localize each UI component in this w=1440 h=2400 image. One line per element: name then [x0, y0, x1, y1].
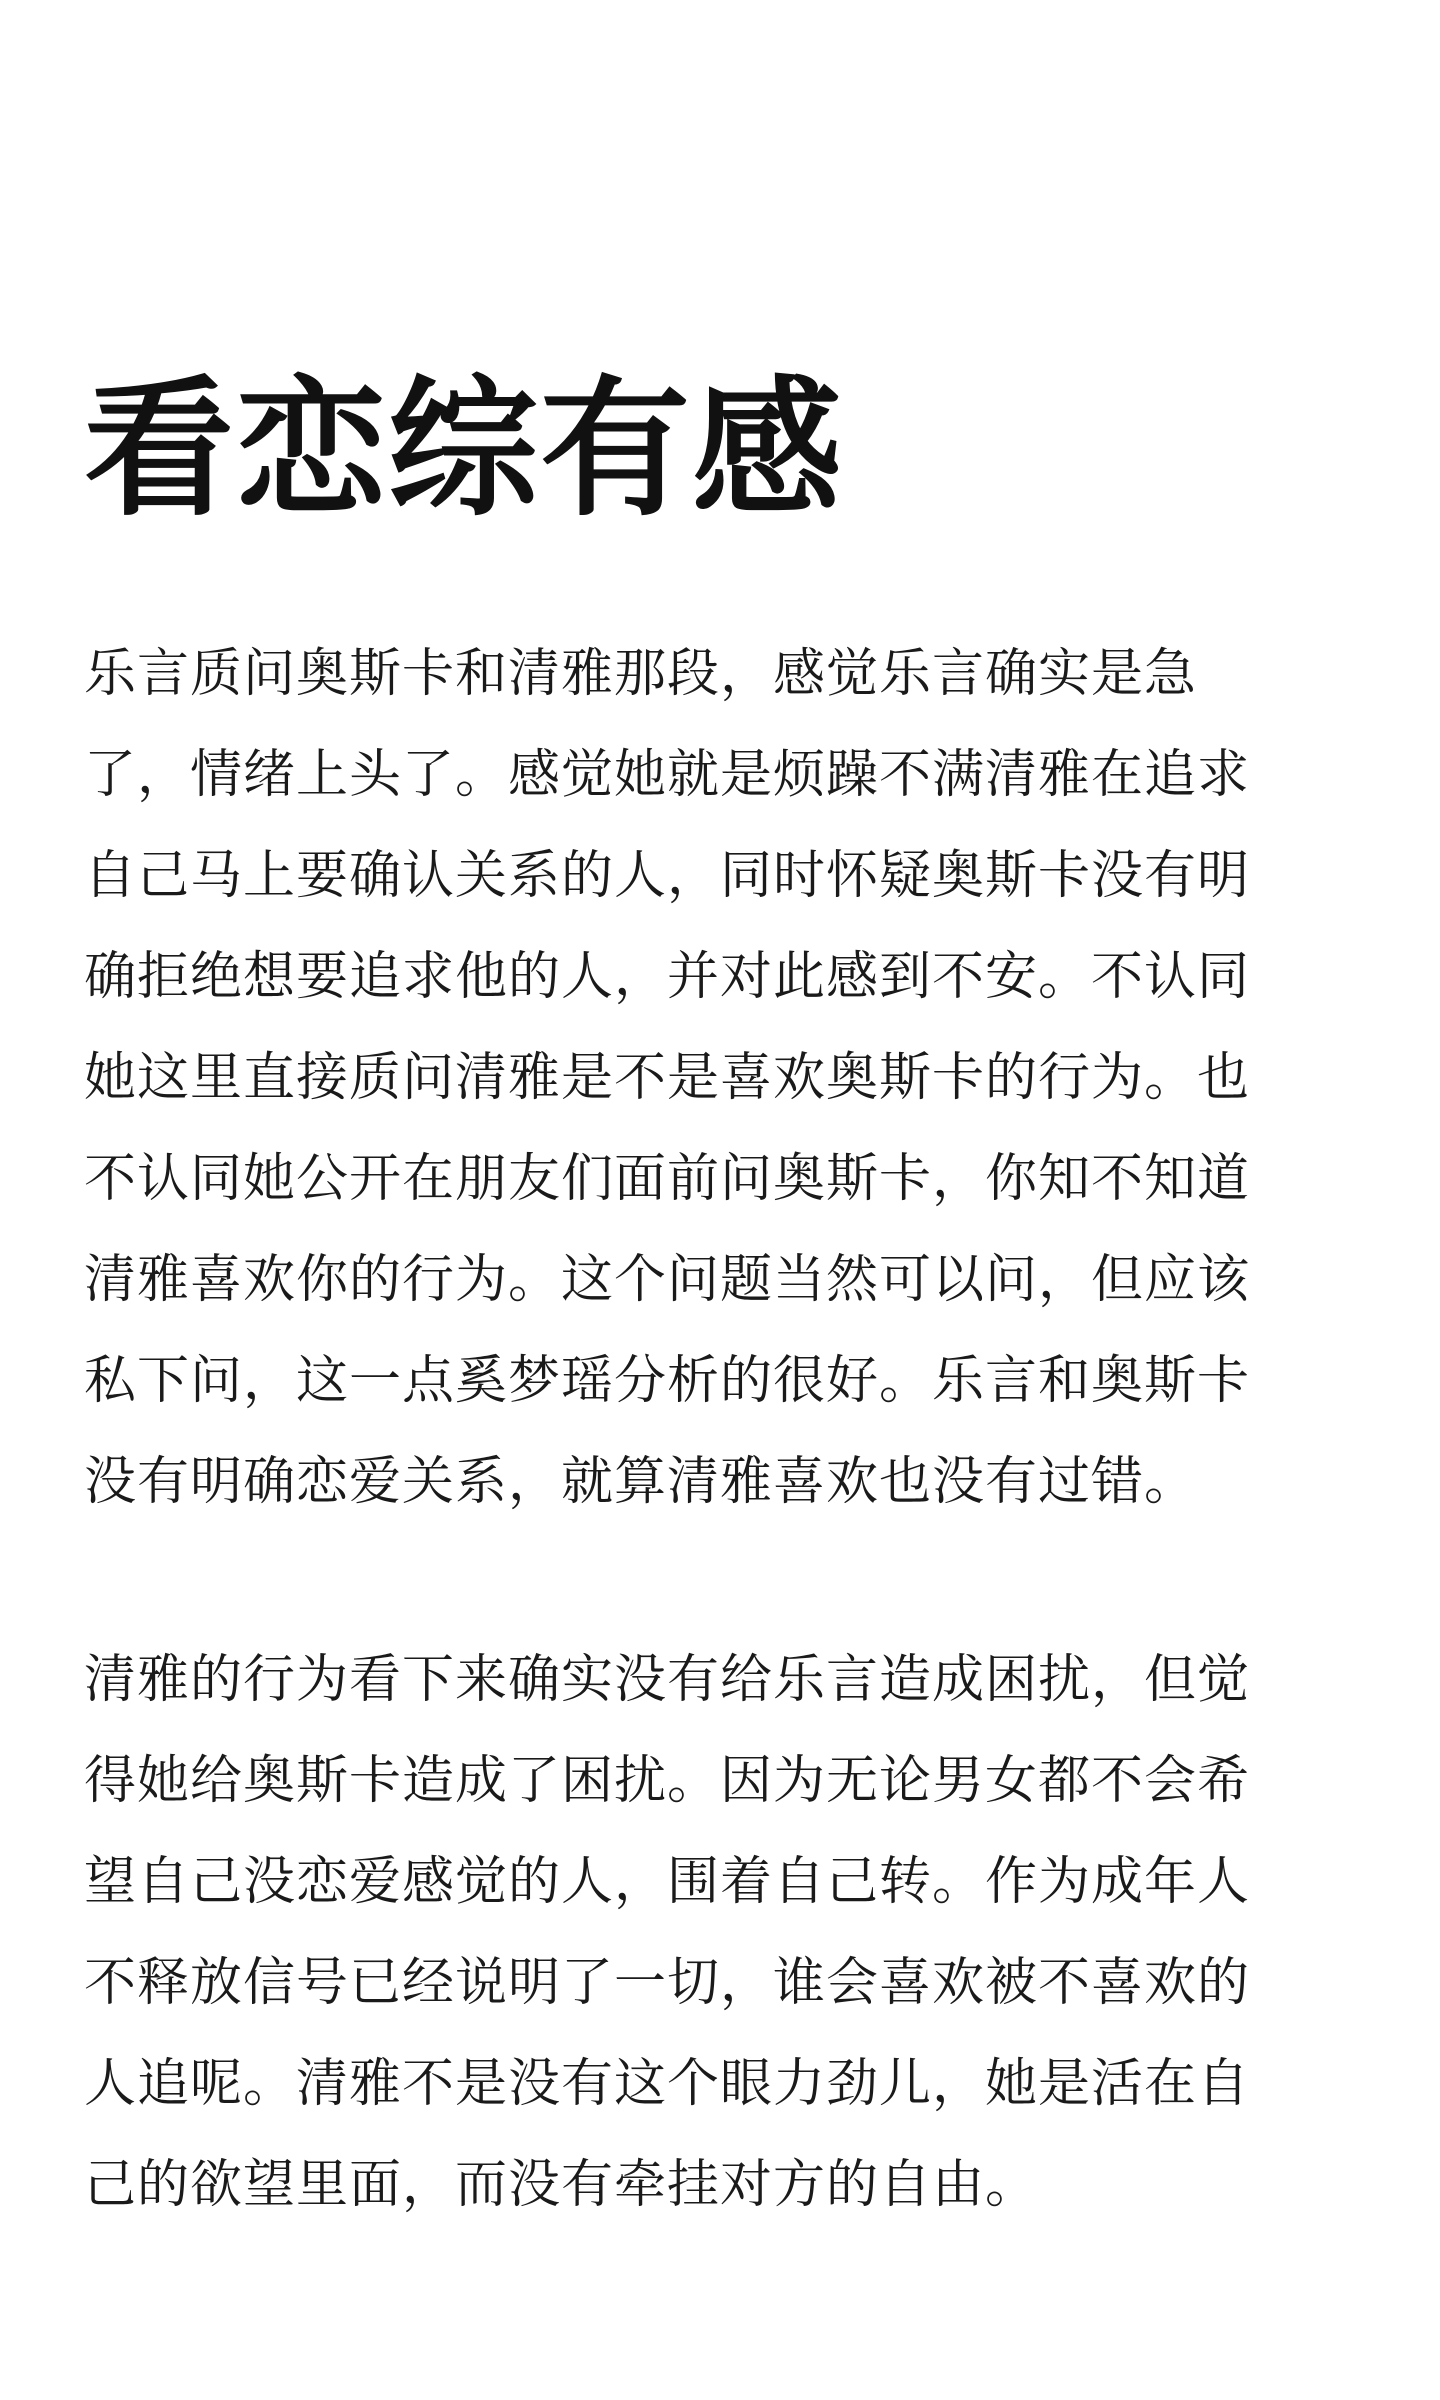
paragraph-line: 清雅的行为看下来确实没有给乐言造成困扰，但觉 — [84, 1650, 1251, 1710]
paragraph-line: 自己马上要确认关系的人，同时怀疑奥斯卡没有明 — [84, 846, 1251, 906]
paragraph-line: 了，情绪上头了。感觉她就是烦躁不满清雅在追求 — [84, 745, 1251, 805]
paragraph-line: 没有明确恋爱关系，就算清雅喜欢也没有过错。 — [84, 1452, 1198, 1512]
paragraph-line: 她这里直接质问清雅是不是喜欢奥斯卡的行为。也 — [84, 1048, 1251, 1108]
paragraph-1 — [84, 624, 1374, 1533]
paragraph-line: 确拒绝想要追求他的人，并对此感到不安。不认同 — [84, 947, 1251, 1007]
paragraph-line: 不认同她公开在朋友们面前问奥斯卡，你知不知道 — [84, 1149, 1251, 1209]
article-title: 看恋综有感 — [84, 363, 845, 537]
paragraph-line: 清雅喜欢你的行为。这个问题当然可以问，但应该 — [84, 1250, 1251, 1310]
paragraph-2 — [84, 1630, 1374, 2236]
paragraph-line: 望自己没恋爱感觉的人，围着自己转。作为成年人 — [84, 1852, 1251, 1912]
paragraph-line: 人追呢。清雅不是没有这个眼力劲儿，她是活在自 — [84, 2054, 1251, 2114]
paragraph-line: 己的欲望里面，而没有牵挂对方的自由。 — [84, 2155, 1039, 2215]
paragraph-line: 得她给奥斯卡造成了困扰。因为无论男女都不会希 — [84, 1751, 1251, 1811]
paragraph-line: 乐言质问奥斯卡和清雅那段，感觉乐言确实是急 — [84, 644, 1198, 704]
paragraph-line: 不释放信号已经说明了一切，谁会喜欢被不喜欢的 — [84, 1953, 1251, 2013]
paragraph-line: 私下问，这一点奚梦瑶分析的很好。乐言和奥斯卡 — [84, 1351, 1251, 1411]
